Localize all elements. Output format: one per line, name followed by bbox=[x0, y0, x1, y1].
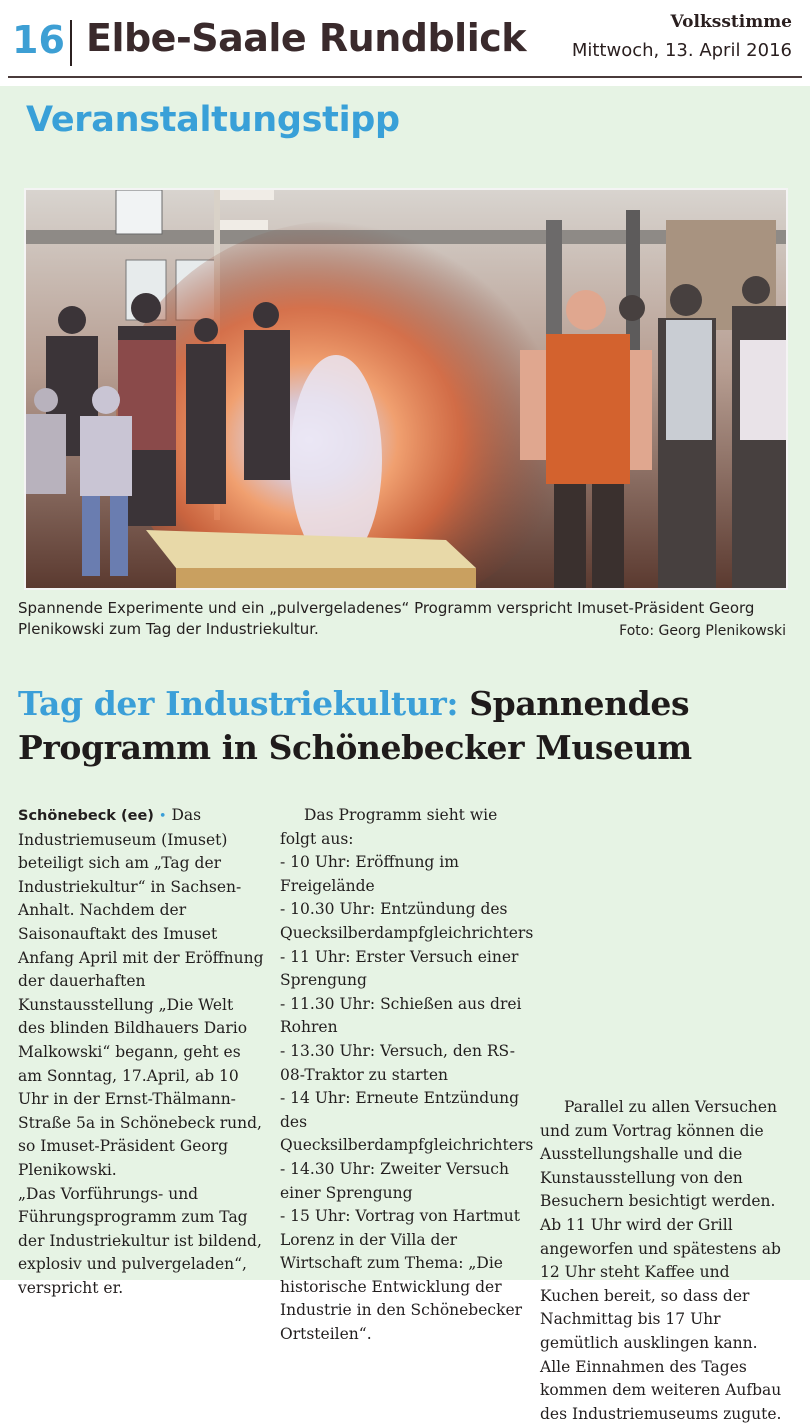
program-item: - 13.30 Uhr: Versuch, den RS-08-Traktor zu starten bbox=[280, 1041, 515, 1084]
program-intro: Das Programm sieht wie folgt aus: bbox=[280, 806, 498, 848]
body-paragraph: Alle Einnahmen des Tages kommen dem weiteren Aufbau des Industriemuseums zugute. bbox=[540, 1357, 782, 1423]
program-item: - 11 Uhr: Erster Versuch einer Sprengung bbox=[280, 947, 519, 990]
masthead bbox=[0, 0, 810, 82]
caption-line: Spannende Experimente und ein „pulvergeladenes“ Programm verspricht Imuset-Präsident Georg bbox=[18, 599, 755, 617]
article bbox=[0, 86, 810, 1423]
newspaper-name: Volksstimme bbox=[670, 12, 792, 32]
program-item: - 14.30 Uhr: Zweiter Versuch einer Sprengung bbox=[280, 1159, 509, 1202]
headline-text: Programm in Schönebecker Museum bbox=[18, 728, 692, 767]
bullet-icon: • bbox=[158, 809, 167, 824]
issue-date: Mittwoch, 13. April 2016 bbox=[571, 40, 792, 61]
article-column-3 bbox=[540, 1096, 786, 1426]
headline-text: Spannendes bbox=[458, 684, 690, 723]
caption-line: Plenikowski zum Tag der Industriekultur. bbox=[18, 620, 319, 638]
body-text: Das Industriemuseum (Imuset) beteiligt sich am „Tag der Industriekultur“ in Sachsen-Anhalt. Nachdem der Saisonauftakt des Imuset Anfang April mit der Eröffnung der dauerhaften Kunstausstellung „Die Welt des blinden Bildhauers Dario Malkowski“ begann, geht es am Sonntag, 17.April, ab 10 Uhr in der Ernst-Thälmann-Straße 5a in Schönebeck rund, so Imuset-Präsident Georg Plenikowski. bbox=[18, 806, 264, 1179]
program-item: - 10.30 Uhr: Entzündung des Quecksilberdampfgleichrichters bbox=[280, 900, 534, 942]
article-column-2 bbox=[280, 804, 534, 1347]
body-paragraph bbox=[18, 804, 264, 1183]
body-paragraph: Ab 11 Uhr wird der Grill angeworfen und spätestens ab 12 Uhr steht Kaffee und Kuchen bereit, so dass der Nachmittag bis 17 Uhr gemütlich ausklingen kann. bbox=[540, 1215, 781, 1352]
body-paragraph: Parallel zu allen Versuchen und zum Vortrag können die Ausstellungshalle und die Kunstausstellung von den Besuchern besichtigt werden. bbox=[540, 1098, 778, 1211]
program-item: - 11.30 Uhr: Schießen aus drei Rohren bbox=[280, 994, 522, 1037]
headline-kicker: Tag der Industriekultur: bbox=[18, 684, 459, 723]
dateline: Schönebeck (ee) bbox=[18, 808, 154, 824]
photo-credit: Foto: Georg Plenikowski bbox=[619, 623, 786, 639]
article-photo bbox=[24, 188, 788, 590]
program-item: - 15 Uhr: Vortrag von Hartmut Lorenz in der Villa der Wirtschaft zum Thema: „Die historische Entwicklung der Industrie in den Schönebecker Ortsteilen“. bbox=[280, 1207, 523, 1344]
photo-illustration bbox=[26, 190, 786, 588]
masthead-rule bbox=[8, 76, 802, 78]
masthead-separator bbox=[70, 20, 72, 66]
page-number: 16 bbox=[12, 18, 65, 62]
body-paragraph: „Das Vorführungs- und Führungsprogramm zum Tag der Industriekultur ist bildend, explosiv und pulvergeladen“, verspricht er. bbox=[18, 1184, 262, 1297]
article-column-1 bbox=[18, 804, 264, 1300]
rubric: Veranstaltungstipp bbox=[26, 100, 400, 140]
program-item: - 14 Uhr: Erneute Entzündung des Quecksilberdampfgleichrichters bbox=[280, 1089, 534, 1155]
section-title: Elbe-Saale Rundblick bbox=[86, 16, 527, 60]
article-headline bbox=[18, 682, 798, 770]
program-item: - 10 Uhr: Eröffnung im Freigelände bbox=[280, 853, 459, 895]
